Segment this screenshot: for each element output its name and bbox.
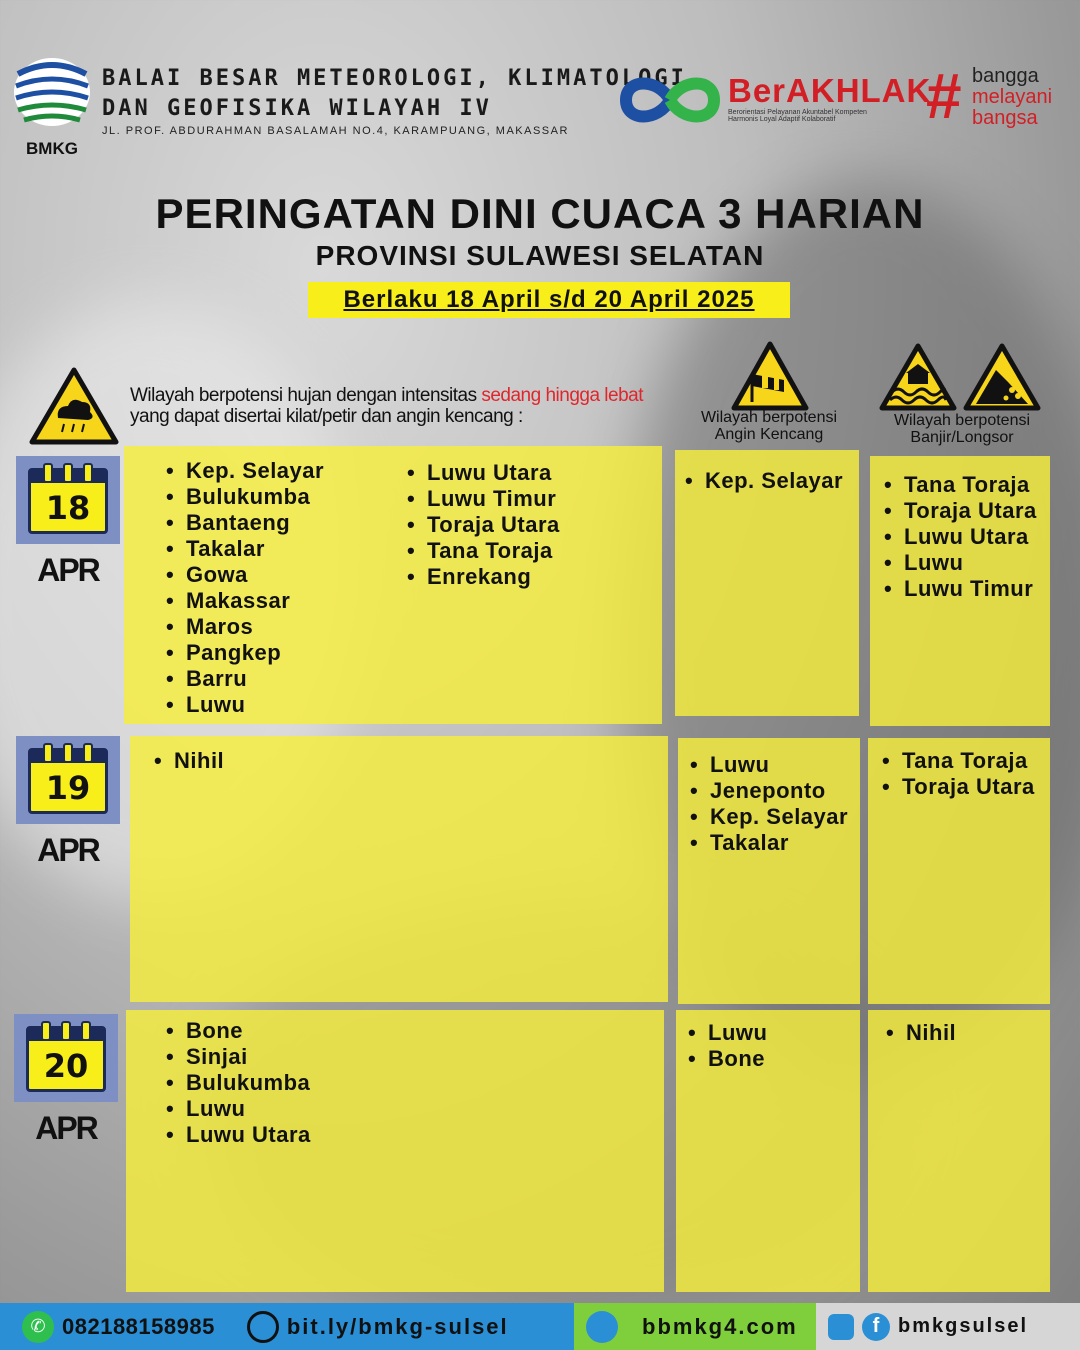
facebook-icon: f bbox=[862, 1313, 890, 1341]
hashtag-icon: # bbox=[926, 60, 962, 132]
day-number: 18 bbox=[45, 489, 91, 527]
org-address: JL. PROF. ABDURAHMAN BASALAMAH NO.4, KARAMPUANG, MAKASSAR bbox=[102, 125, 569, 137]
wind-panel-day3 bbox=[676, 1010, 860, 1292]
instagram-icon bbox=[828, 1314, 854, 1340]
list-item: • Kep. Selayar bbox=[688, 804, 848, 830]
list-item: • Barru bbox=[164, 666, 324, 692]
page-subtitle: PROVINSI SULAWESI SELATAN bbox=[315, 240, 765, 271]
whatsapp-icon: ✆ bbox=[22, 1311, 54, 1343]
list-item: • Luwu bbox=[882, 550, 1037, 576]
flood-panel-day3 bbox=[868, 1010, 1050, 1292]
wind-list-day2 bbox=[688, 752, 848, 856]
list-item: • Kep. Selayar bbox=[683, 468, 843, 494]
list-item: • Maros bbox=[164, 614, 324, 640]
berakhlak-logo bbox=[728, 72, 932, 132]
org-name-line2: DAN GEOFISIKA WILAYAH IV bbox=[102, 96, 492, 121]
list-item: • Sinjai bbox=[164, 1044, 311, 1070]
list-item: • Toraja Utara bbox=[405, 512, 560, 538]
rain-list-day3 bbox=[164, 1018, 311, 1148]
flood-list-day1 bbox=[882, 472, 1037, 602]
list-item: • Luwu bbox=[686, 1020, 767, 1046]
bangga-melayani-logo bbox=[926, 60, 1076, 134]
list-item: • Bulukumba bbox=[164, 1070, 311, 1096]
list-item: • Luwu bbox=[688, 752, 848, 778]
list-item: • Luwu Utara bbox=[164, 1122, 311, 1148]
list-item: • Luwu Timur bbox=[405, 486, 560, 512]
list-item: • Luwu Timur bbox=[882, 576, 1037, 602]
wind-header-line1: Wilayah berpotensi bbox=[700, 409, 838, 426]
list-item: • Takalar bbox=[164, 536, 324, 562]
globe-icon bbox=[586, 1311, 618, 1343]
flood-panel-day1 bbox=[870, 456, 1050, 726]
wind-list-day1 bbox=[683, 468, 843, 494]
rain-column-description bbox=[130, 385, 650, 427]
org-name-line1: BALAI BESAR METEOROLOGI, KLIMATOLOGI, bbox=[102, 66, 704, 91]
list-item: • Bone bbox=[164, 1018, 311, 1044]
strong-wind-warning-icon bbox=[730, 340, 810, 417]
rain-list-day1-col2 bbox=[405, 460, 560, 590]
day-number: 19 bbox=[45, 769, 91, 807]
list-item: • Bone bbox=[686, 1046, 767, 1072]
calendar-icon bbox=[14, 1014, 118, 1102]
bmkg-logo-label: BMKG bbox=[26, 139, 78, 158]
date-badge-day1 bbox=[16, 456, 120, 589]
rain-list-day2 bbox=[152, 748, 224, 774]
footer-social bbox=[816, 1303, 1080, 1350]
list-item: • Nihil bbox=[152, 748, 224, 774]
footer-website bbox=[574, 1303, 816, 1350]
list-item: • Luwu Utara bbox=[405, 460, 560, 486]
rain-desc-pre: Wilayah berpotensi hujan dengan intensitas bbox=[130, 385, 482, 406]
wind-list-day3 bbox=[686, 1020, 767, 1072]
bmkg-logo bbox=[12, 56, 92, 156]
date-badge-day3 bbox=[14, 1014, 118, 1147]
page-title: PERINGATAN DINI CUACA 3 HARIAN bbox=[155, 190, 925, 237]
rain-panel-day1 bbox=[124, 446, 662, 724]
list-item: • Pangkep bbox=[164, 640, 324, 666]
calendar-icon bbox=[16, 456, 120, 544]
list-item: • Takalar bbox=[688, 830, 848, 856]
list-item: • Gowa bbox=[164, 562, 324, 588]
rain-panel-day2 bbox=[130, 736, 668, 1002]
list-item: • Luwu bbox=[164, 1096, 311, 1122]
list-item: • Bulukumba bbox=[164, 484, 324, 510]
list-item: • Toraja Utara bbox=[880, 774, 1035, 800]
infinity-logo bbox=[620, 70, 720, 130]
berakhlak-subtitle-1: Berorientasi Pelayanan Akuntabel Kompeten bbox=[728, 109, 867, 116]
list-item: • Tana Toraja bbox=[405, 538, 560, 564]
bangga-line1: bangga bbox=[972, 65, 1039, 87]
date-badge-day2 bbox=[16, 736, 120, 869]
validity-banner: Berlaku 18 April s/d 20 April 2025 bbox=[308, 282, 790, 318]
landslide-warning-icon bbox=[962, 342, 1042, 417]
list-item: • Toraja Utara bbox=[882, 498, 1037, 524]
footer-phone[interactable]: 082188158985 bbox=[62, 1313, 215, 1339]
rain-panel-day3 bbox=[126, 1010, 664, 1292]
list-item: • Bantaeng bbox=[164, 510, 324, 536]
flood-warning-icon bbox=[878, 342, 958, 417]
wind-panel-day2 bbox=[678, 738, 860, 1004]
wind-header-line2: Angin Kencang bbox=[714, 426, 824, 443]
list-item: • Luwu Utara bbox=[882, 524, 1037, 550]
calendar-icon bbox=[16, 736, 120, 824]
rain-desc-intensity: sedang hingga lebat bbox=[481, 385, 644, 406]
footer bbox=[0, 1303, 1080, 1350]
day-month: APR bbox=[37, 552, 99, 588]
flood-header-line2: Banjir/Longsor bbox=[910, 429, 1014, 446]
wind-panel-day1 bbox=[675, 450, 859, 716]
list-item: • Enrekang bbox=[405, 564, 560, 590]
flood-list-day2 bbox=[880, 748, 1035, 800]
bangga-line3: bangsa bbox=[972, 107, 1038, 129]
footer-contacts bbox=[0, 1303, 574, 1350]
wind-column-header bbox=[682, 409, 856, 443]
header bbox=[0, 0, 1080, 170]
list-item: • Tana Toraja bbox=[880, 748, 1035, 774]
chat-link-icon bbox=[247, 1311, 279, 1343]
list-item: • Makassar bbox=[164, 588, 324, 614]
footer-social-handle[interactable]: bmkgsulsel bbox=[898, 1315, 1029, 1337]
list-item: • Luwu bbox=[164, 692, 324, 718]
day-month: APR bbox=[35, 1110, 97, 1146]
flood-column-header bbox=[870, 412, 1054, 446]
bangga-line2: melayani bbox=[972, 86, 1053, 108]
list-item: • Tana Toraja bbox=[882, 472, 1037, 498]
rain-list-day1-col1 bbox=[164, 458, 324, 718]
berakhlak-title: BerAKHLAK bbox=[728, 72, 932, 109]
list-item: • Kep. Selayar bbox=[164, 458, 324, 484]
day-number: 20 bbox=[43, 1047, 89, 1085]
day-month: APR bbox=[37, 832, 99, 868]
footer-link[interactable]: bit.ly/bmkg-sulsel bbox=[286, 1313, 509, 1339]
footer-website-url[interactable]: bbmkg4.com bbox=[642, 1313, 798, 1339]
flood-header-line1: Wilayah berpotensi bbox=[893, 412, 1031, 429]
list-item: • Nihil bbox=[884, 1020, 956, 1046]
flood-panel-day2 bbox=[868, 738, 1050, 1004]
berakhlak-subtitle-2: Harmonis Loyal Adaptif Kolaboratif bbox=[728, 116, 836, 123]
heavy-rain-warning-icon bbox=[28, 366, 120, 451]
list-item: • Jeneponto bbox=[688, 778, 848, 804]
rain-desc-post: yang dapat disertai kilat/petir dan angin kencang : bbox=[130, 406, 523, 427]
flood-list-day3 bbox=[884, 1020, 956, 1046]
